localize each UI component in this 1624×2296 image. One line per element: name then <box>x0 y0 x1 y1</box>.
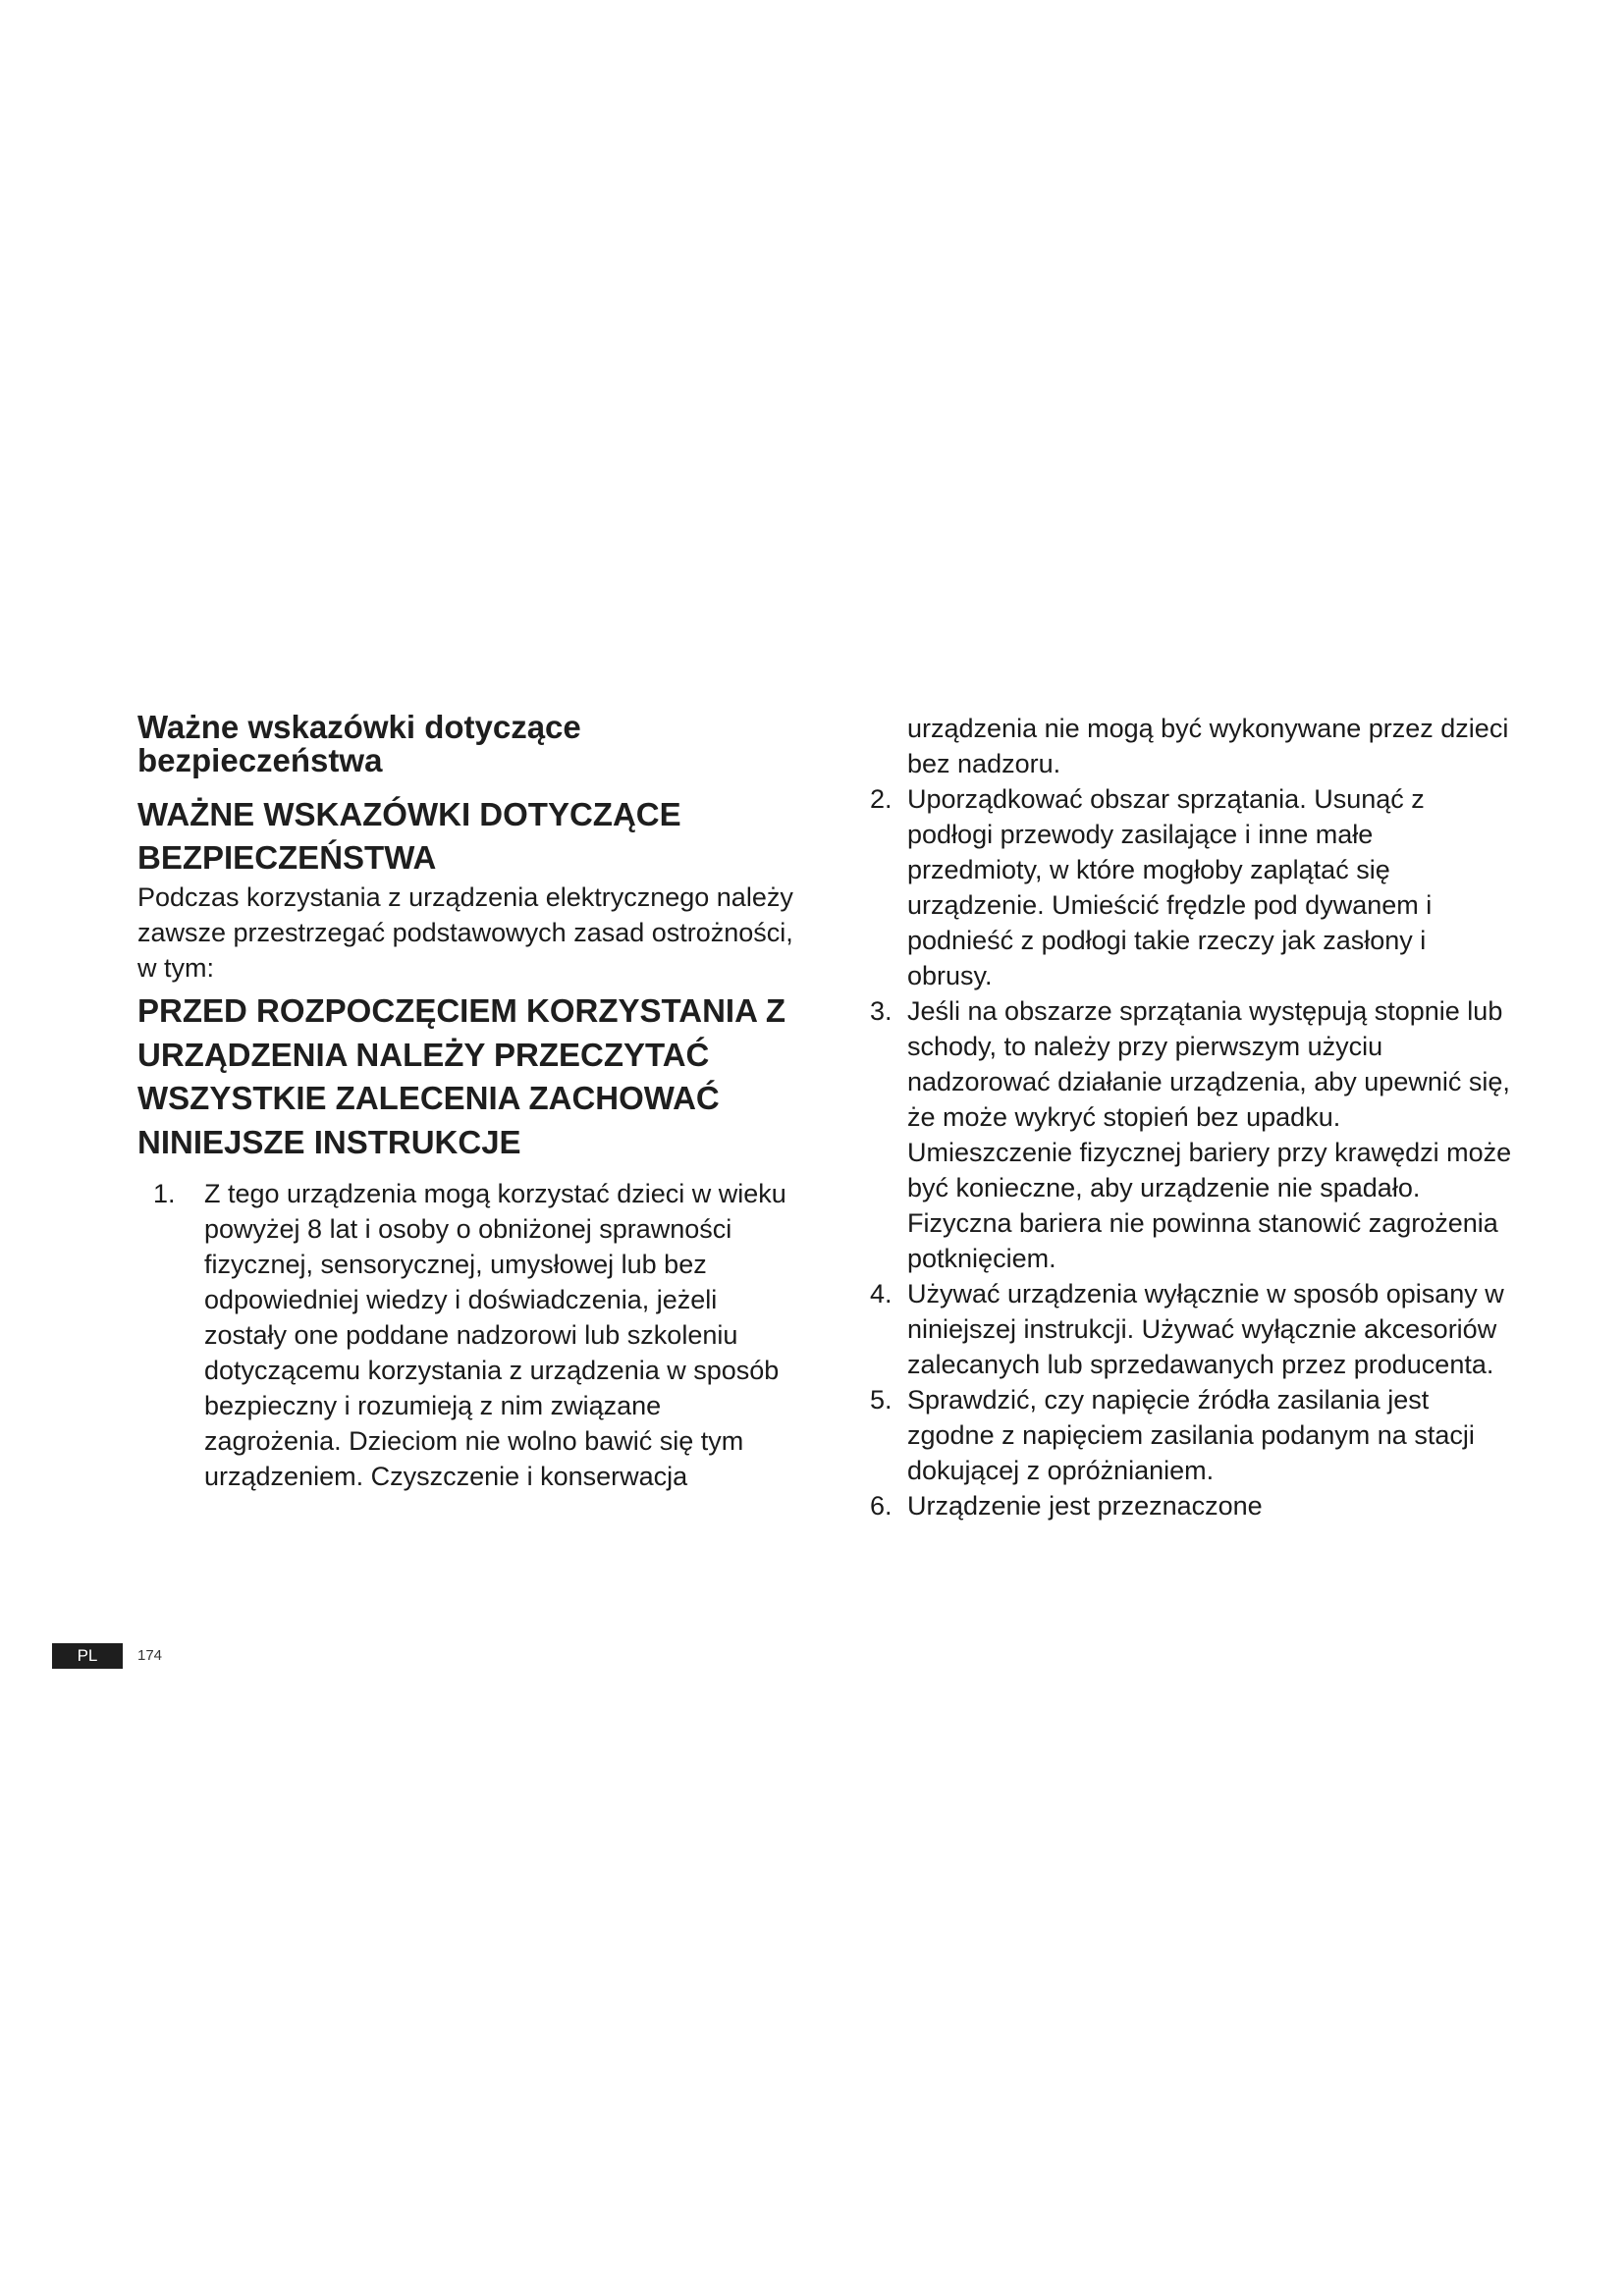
list-item-text: Uporządkować obszar sprzątania. Usunąć z podłogi przewody zasilające i inne małe przedmioty, w które mogłoby zaplątać się urządzenie. Umieścić frędzle pod dywanem i podnieść z podłogi takie rzeczy jak zasłony i obrusy. <box>907 784 1433 990</box>
list-item-text: Z tego urządzenia mogą korzystać dzieci w wieku powyżej 8 lat i osoby o obniżonej sprawności fizycznej, sensorycznej, umysłowej lub bez odpowiedniej wiedzy i doświadczenia, jeżeli zostały one poddane nadzorowi lub szkoleniu dotyczącemu korzystania z urządzenia w sposób bezpieczny i rozumieją z nim związane zagrożenia. Dzieciom nie wolno bawić się tym urządzeniem. Czyszczenie i konserwacja <box>204 1179 786 1491</box>
list-item-text: Urządzenie jest przeznaczone <box>907 1491 1263 1521</box>
safety-list-right <box>864 711 1512 1523</box>
list-item-number: 1. <box>153 1179 176 1208</box>
safety-list-left <box>137 1176 805 1494</box>
list-item-number: 5. <box>870 1385 893 1415</box>
list-item <box>864 781 1512 993</box>
section-title: Ważne wskazówki dotyczące bezpieczeństwa <box>137 709 581 778</box>
list-item-number: 2. <box>870 784 893 814</box>
intro-paragraph: Podczas korzystania z urządzenia elektrycznego należy zawsze przestrzegać podstawowych zasad ostrożności, w tym: <box>137 882 793 983</box>
list-item-text: Sprawdzić, czy napięcie źródła zasilania jest zgodne z napięciem zasilania podanym na stacji dokującej z opróżnianiem. <box>907 1385 1475 1485</box>
list-item-text: Używać urządzenia wyłącznie w sposób opisany w niniejszej instrukcji. Używać wyłącznie akcesoriów zalecanych lub sprzedawanych przez producenta. <box>907 1279 1504 1379</box>
list-item-text: Jeśli na obszarze sprzątania występują stopnie lub schody, to należy przy pierwszym użyciu nadzorować działanie urządzenia, aby upewnić się, że może wykryć stopień bez upadku. Umieszczenie fizycznej bariery przy krawędzi może być konieczne, aby urządzenie nie spadało. Fizyczna bariera nie powinna stanowić zagrożenia potknięciem. <box>907 996 1512 1273</box>
read-instructions-heading: PRZED ROZPOCZĘCIEM KORZYSTANIA Z URZĄDZENIA NALEŻY PRZECZYTAĆ WSZYSTKIE ZALECENIA ZACHOWAĆ NINIEJSZE INSTRUKCJE <box>137 992 785 1160</box>
list-item <box>864 1382 1512 1488</box>
page-number: 174 <box>137 1647 163 1664</box>
left-column <box>137 711 805 1494</box>
right-column <box>864 711 1512 1523</box>
list-item <box>864 1488 1512 1523</box>
language-badge: PL <box>52 1643 123 1669</box>
list-item <box>864 993 1512 1276</box>
list-item <box>153 1176 805 1494</box>
list-item-number: 3. <box>870 996 893 1026</box>
list-item <box>864 1276 1512 1382</box>
safety-heading: WAŻNE WSKAZÓWKI DOTYCZĄCE BEZPIECZEŃSTWA <box>137 796 681 876</box>
list-item-number: 4. <box>870 1279 893 1308</box>
list-item-continuation: urządzenia nie mogą być wykonywane przez dzieci bez nadzoru. <box>907 714 1509 778</box>
list-item-number: 6. <box>870 1491 893 1521</box>
